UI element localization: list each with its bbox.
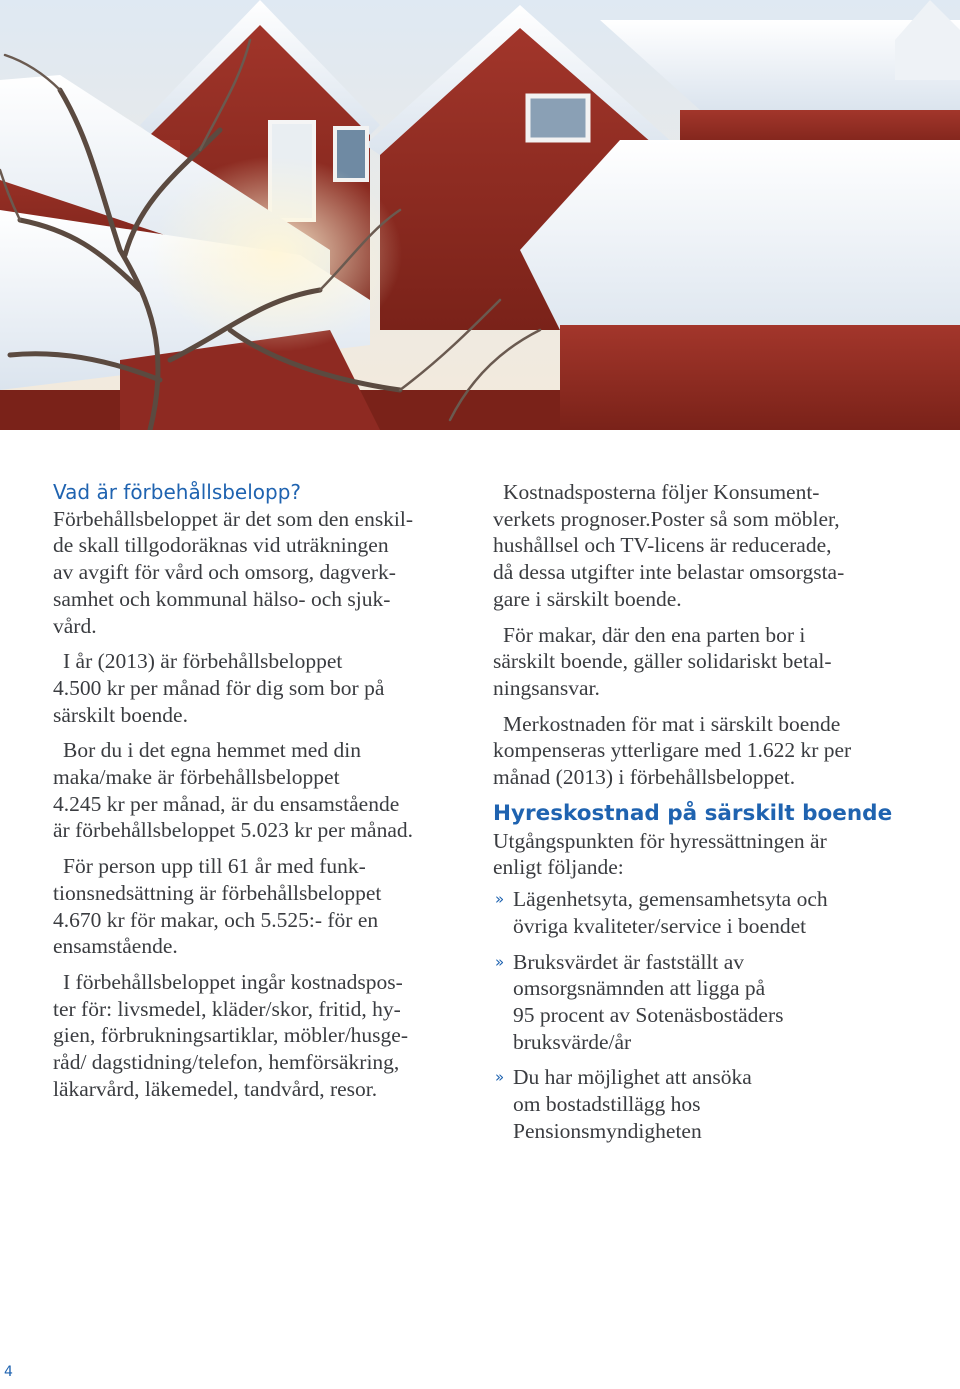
paragraph-food-cost: Merkostnaden för mat i särskilt boende kompenseras ytterligare med 1.622 kr per månad (2013) i förbehållsbeloppet. — [493, 711, 852, 790]
paragraph-disability-amount: För person upp till 61 år med funk- tionsnedsättning är förbehållsbeloppet 4.670 kr för makar, och 5.525:- för en ensamstående. — [53, 854, 382, 959]
section-heading-forbehallsbelopp: Vad är förbehållsbelopp? — [53, 480, 302, 504]
paragraph-prognoses: Kostnadsposterna följer Konsument- verkets prognoser.Poster så som möbler, hushållsel och TV-licens är reducerade, då dessa utgifter inte belastar omsorgsta- gare i särskilt boende. — [493, 480, 845, 611]
bullet-chevron-icon: » — [495, 952, 505, 971]
paragraph-joint-liability: För makar, där den ena parten bor i särskilt boende, gäller solidariskt betal- ningsansvar. — [493, 622, 832, 700]
paragraph-definition: Förbehållsbeloppet är det som den enskil- de skall tillgodoräknas vid uträkningen av avgift för vård och omsorg, dagverk- samhet och kommunal hälso- och sjuk- vård. — [53, 506, 414, 638]
paragraph-2013-amount: I år (2013) är förbehållsbeloppet 4.500 kr per månad för dig som bor på särskilt boende. — [53, 649, 385, 727]
list-item — [493, 949, 933, 1056]
section-heading-hyreskostnad: Hyreskostnad på särskilt boende — [493, 800, 893, 826]
snowy-houses-illustration — [0, 0, 960, 430]
paragraph-included-costs: I förbehållsbeloppet ingår kostnadspos- ter för: livsmedel, kläder/skor, fritid, hy- gien, förbrukningsartiklar, möbler/husge- råd/ dagstidning/telefon, hemförsäkring, läkarvård, läkemedel, tandvård, resor. — [53, 969, 408, 1101]
right-column — [493, 479, 933, 1144]
rent-bullet-list — [493, 886, 933, 1144]
paragraph-home-amount: Bor du i det egna hemmet med din maka/make är förbehållsbeloppet 4.245 kr per månad, är du ensamstående är förbehållsbeloppet 5.023 kr per månad. — [53, 738, 413, 843]
hero-photo — [0, 0, 960, 430]
left-column — [53, 479, 473, 1102]
page-number: 4 — [4, 1364, 13, 1380]
list-item — [493, 1064, 933, 1144]
list-item-text: Bruksvärdet är fastställt av omsorgsnämnden att ligga på 95 procent av Sotenäsbostäders bruksvärde/år — [513, 949, 784, 1054]
bullet-chevron-icon: » — [495, 890, 505, 909]
bullet-chevron-icon: » — [495, 1068, 505, 1087]
list-item-text: Du har möjlighet att ansöka om bostadstillägg hos Pensionsmyndigheten — [513, 1065, 752, 1143]
list-item — [493, 886, 933, 939]
paragraph-rent-intro: Utgångspunkten för hyressättningen är enligt följande: — [493, 828, 827, 880]
list-item-text: Lägenhetsyta, gemensamhetsyta och övriga kvaliteter/service i boendet — [513, 887, 828, 938]
